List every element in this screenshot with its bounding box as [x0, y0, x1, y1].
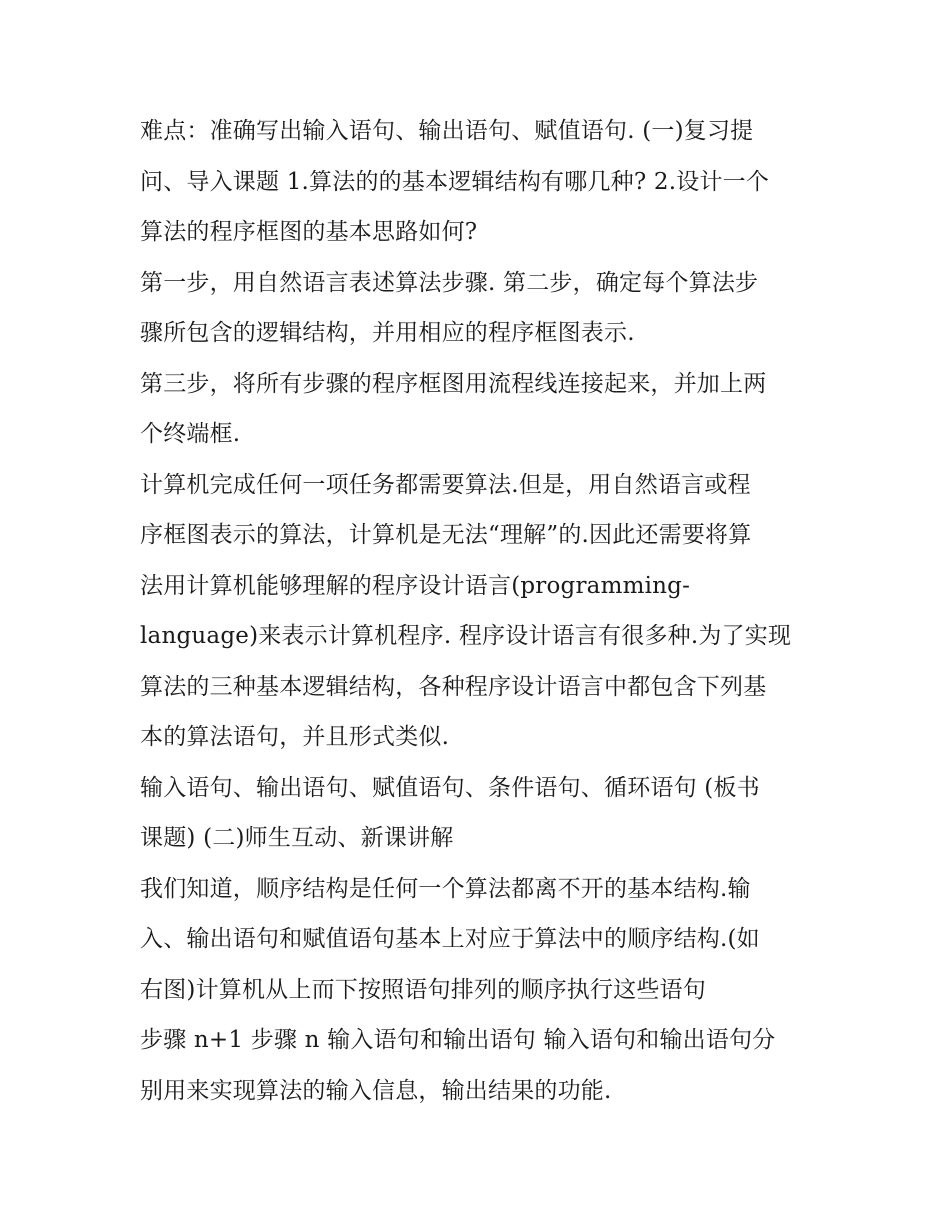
text-line: 骤所包含的逻辑结构，并用相应的程序框图表示. [140, 320, 635, 346]
text-line: 步骤 n+1 步骤 n 输入语句和输出语句 输入语句和输出语句分 [140, 1027, 776, 1053]
text-line: language)来表示计算机程序. 程序设计语言有很多种.为了实现 [140, 623, 792, 649]
text-line: 本的算法语句，并且形式类似. [140, 724, 450, 750]
text-line: 个终端框. [140, 421, 241, 447]
text-line: 算法的程序框图的基本思路如何? [140, 219, 478, 245]
text-line: 输入语句、输出语句、赋值语句、条件语句、循环语句 (板书 [140, 774, 760, 801]
text-line: 别用来实现算法的输入信息，输出结果的功能. [140, 1077, 612, 1104]
text-line: 算法的三种基本逻辑结构，各种程序设计语言中都包含下列基 [140, 673, 767, 700]
text-line: 课题) (二)师生互动、新课讲解 [140, 825, 454, 851]
text-line: 难点：准确写出输入语句、输出语句、赋值语句. (一)复习提 [140, 118, 754, 144]
text-line: 序框图表示的算法，计算机是无法“理解”的.因此还需要将算 [140, 522, 752, 548]
text-line: 入、输出语句和赋值语句基本上对应于算法中的顺序结构.(如 [140, 926, 760, 952]
document-body [140, 106, 815, 1116]
text-line: 法用计算机能够理解的程序设计语言(programming- [140, 572, 691, 599]
text-line: 计算机完成任何一项任务都需要算法.但是，用自然语言或程 [140, 471, 751, 498]
text-line: 第三步，将所有步骤的程序框图用流程线连接起来，并加上两 [140, 370, 767, 397]
text-line: 我们知道，顺序结构是任何一个算法都离不开的基本结构.输 [140, 875, 751, 902]
text-line: 问、导入课题 1.算法的的基本逻辑结构有哪几种? 2.设计一个 [140, 168, 770, 195]
text-line: 第一步，用自然语言表述算法步骤. 第二步，确定每个算法步 [140, 269, 759, 296]
text-line: 右图)计算机从上而下按照语句排列的顺序执行这些语句 [140, 976, 706, 1003]
